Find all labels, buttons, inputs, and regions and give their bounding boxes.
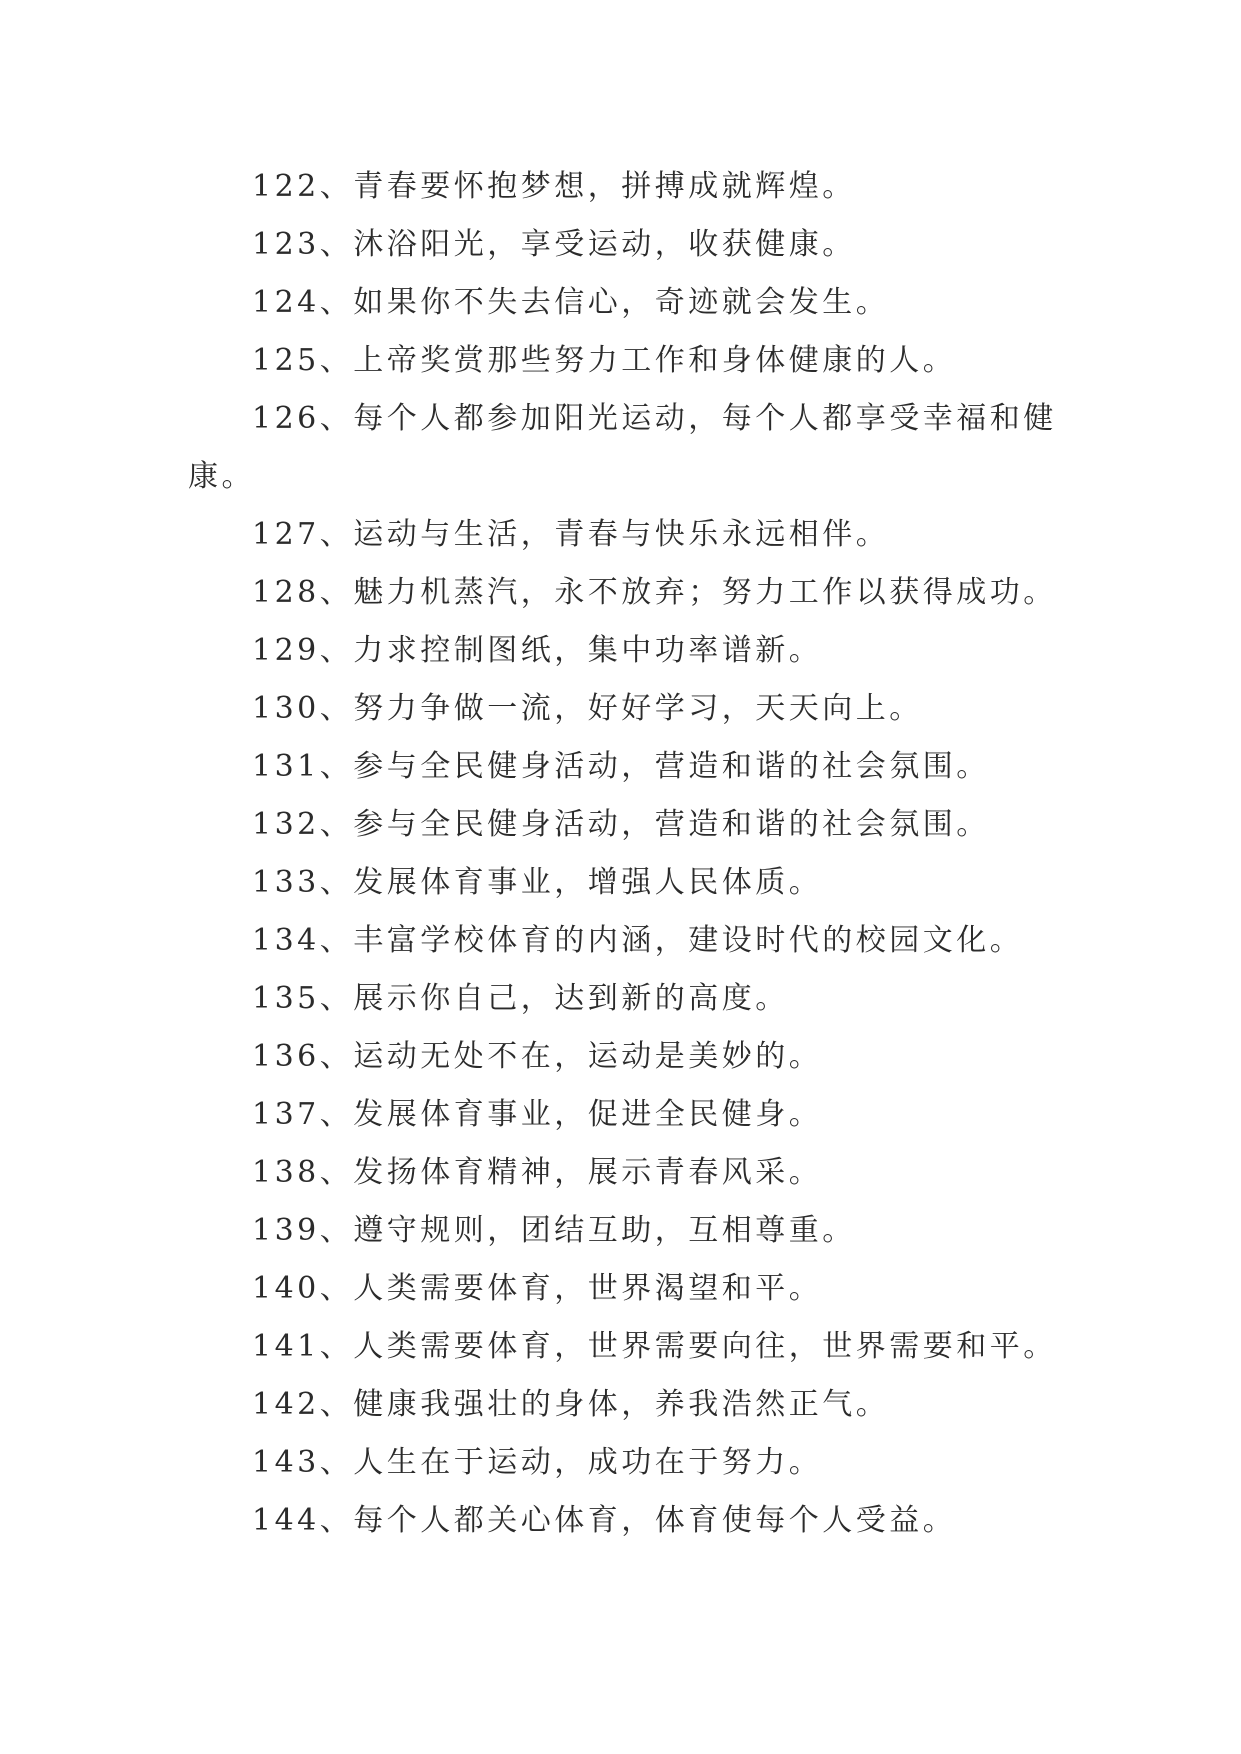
list-item: 131、参与全民健身活动，营造和谐的社会氛围。 [252, 749, 990, 784]
list-item: 142、健康我强壮的身体，养我浩然正气。 [252, 1387, 890, 1422]
list-item: 124、如果你不失去信心，奇迹就会发生。 [252, 285, 890, 320]
list-item: 133、发展体育事业，增强人民体质。 [252, 865, 823, 900]
list-item: 138、发扬体育精神，展示青春风采。 [252, 1155, 823, 1190]
list-item: 125、上帝奖赏那些努力工作和身体健康的人。 [252, 343, 957, 378]
list-item: 132、参与全民健身活动，营造和谐的社会氛围。 [252, 807, 990, 842]
list-item: 135、展示你自己，达到新的高度。 [252, 981, 789, 1016]
list-item: 122、青春要怀抱梦想，拼搏成就辉煌。 [252, 169, 856, 204]
list-item: 139、遵守规则，团结互助，互相尊重。 [252, 1213, 856, 1248]
slogan-list [188, 158, 1068, 1550]
list-item: 143、人生在于运动，成功在于努力。 [252, 1445, 823, 1480]
list-item: 129、力求控制图纸，集中功率谱新。 [252, 633, 823, 668]
list-item: 136、运动无处不在，运动是美妙的。 [252, 1039, 823, 1074]
list-item: 127、运动与生活，青春与快乐永远相伴。 [252, 517, 890, 552]
list-item: 128、魅力机蒸汽，永不放弃；努力工作以获得成功。 [252, 575, 1057, 610]
list-item: 126、每个人都参加阳光运动，每个人都享受幸福和健康。 [188, 401, 1057, 494]
list-item: 134、丰富学校体育的内涵，建设时代的校园文化。 [252, 923, 1024, 958]
list-item: 123、沐浴阳光，享受运动，收获健康。 [252, 227, 856, 262]
list-item: 137、发展体育事业，促进全民健身。 [252, 1097, 823, 1132]
list-item: 144、每个人都关心体育，体育使每个人受益。 [252, 1503, 957, 1538]
list-item: 140、人类需要体育，世界渴望和平。 [252, 1271, 823, 1306]
list-item: 130、努力争做一流，好好学习，天天向上。 [252, 691, 923, 726]
list-item: 141、人类需要体育，世界需要向往，世界需要和平。 [252, 1329, 1057, 1364]
